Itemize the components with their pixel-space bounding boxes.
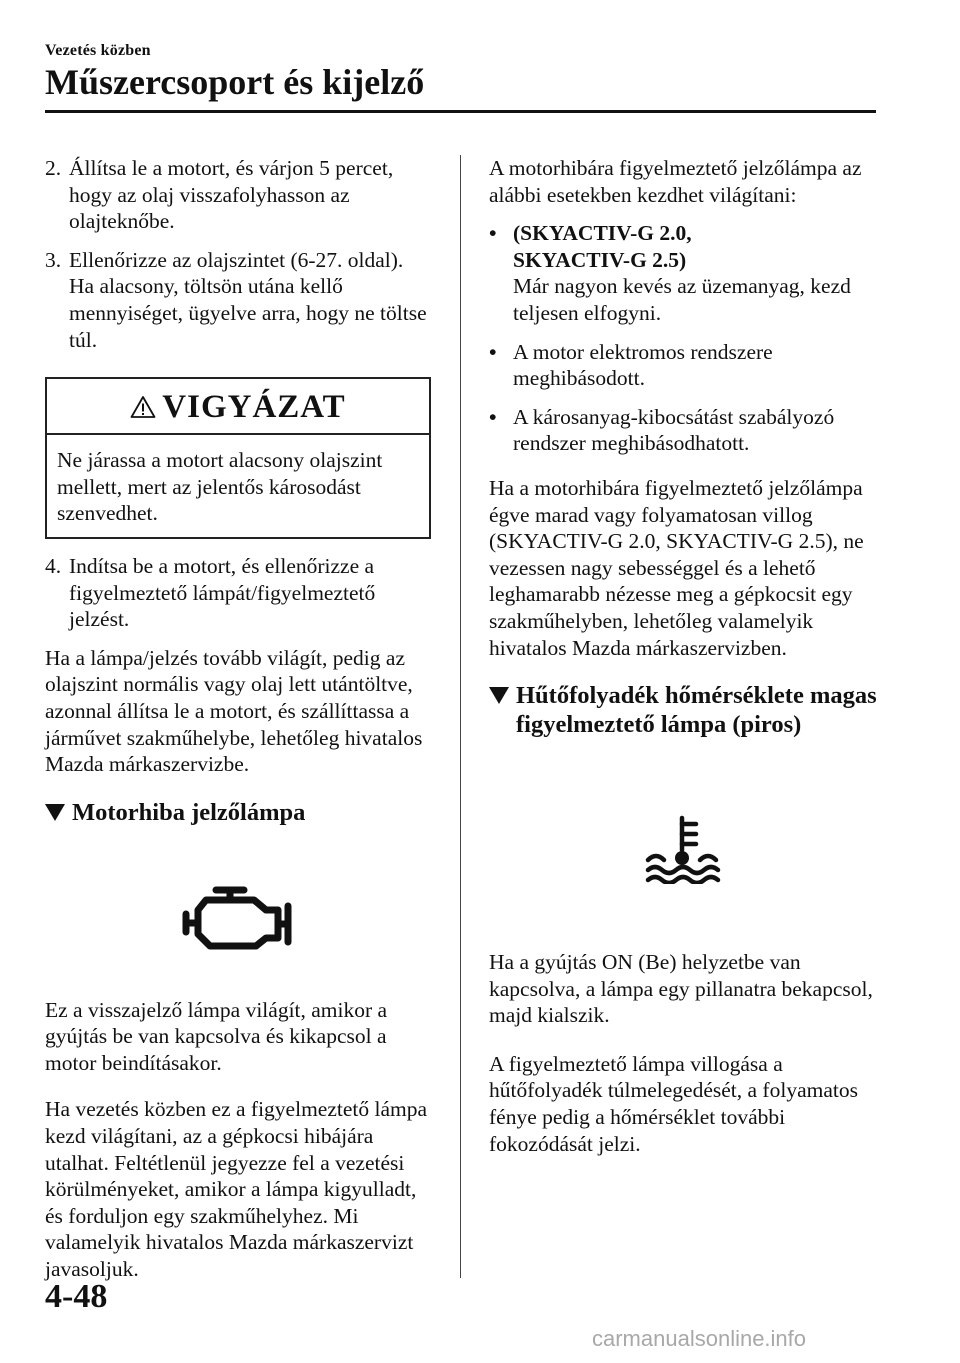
paragraph: Ez a visszajelző lámpa világít, amikor a gyújtás be van kapcsolva és kikapcsol a motor beindításakor.: [45, 997, 388, 1075]
paragraph: Ha a gyújtás ON (Be) helyzetbe van kapcsolva, a lámpa egy pillanatra bekapcsol, majd kialszik.: [489, 950, 873, 1028]
paragraph: Ha a motorhibára figyelmeztető jelzőlámpa égve marad vagy folyamatosan villog (SKYACTIV-G 2.0, SKYACTIV-G 2.5), ne vezessen nagy sebességgel és a lehető leghamarabb nézesse meg a gépkocsit egy szakműhelyben, lehetőleg valamelyik hivatalos Mazda márkaszervizben.: [489, 475, 864, 660]
paragraph: A motorhibára figyelmeztető jelzőlámpa az alábbi esetekben kezdhet világítani:: [489, 156, 862, 207]
step-4: [45, 553, 431, 633]
bold-label: (SKYACTIV-G 2.0,: [513, 221, 692, 246]
step-text: Ellenőrizze az olajszintet (6-27. oldal). Ha alacsony, töltsön utána kellő mennyiséget, ügyelve arra, hogy ne töltse túl.: [69, 247, 427, 352]
icon-container: [489, 749, 879, 949]
step-number: 4.: [45, 553, 62, 578]
check-engine-icon: [182, 884, 294, 950]
bold-label: SKYACTIV-G 2.5): [513, 247, 687, 272]
paragraph: Ha vezetés közben ez a figyelmeztető lámpa kezd világítani, az a gépkocsi hibájára utalhat. Feltétlenül jegyezze fel a vezetési körülményeket, amikor a lámpa kigyulladt, és forduljon egy szakműhelyhez. Mi valamelyik hivatalos Mazda márkaszervizt javasoljuk.: [45, 1097, 428, 1282]
subheading-text: Hűtőfolyadék hőmérséklete magas figyelmeztető lámpa (piros): [516, 682, 877, 739]
bullet: •: [489, 339, 497, 364]
section-label: Vezetés közben: [45, 42, 151, 59]
warning-triangle-icon: [130, 395, 156, 419]
step-number: 2.: [45, 156, 62, 180]
left-column: [45, 155, 431, 1295]
icon-container: [45, 837, 431, 997]
step-text: Állítsa le a motort, és várjon 5 percet, hogy az olaj visszafolyhasson az olajteknőbe.: [69, 156, 394, 234]
caution-text: Ne járassa a motort alacsony olajszint mellett, mert az jelentős károsodást szenvedhet.: [57, 448, 383, 526]
list-item: [489, 339, 879, 392]
page-number: 4-48: [45, 1278, 108, 1315]
right-column: [489, 155, 879, 1169]
list-item: [489, 220, 879, 326]
list-item: [489, 404, 879, 457]
watermark: carmanualsonline.info: [592, 1326, 807, 1351]
coolant-temperature-icon: [644, 814, 724, 884]
chapter-title: Műszercsoport és kijelző: [45, 62, 425, 102]
step-2: [45, 155, 431, 235]
list-item-text: Már nagyon kevés az üzemanyag, kezd teljesen elfogyni.: [513, 274, 851, 325]
subheading-text: Motorhiba jelzőlámpa: [72, 798, 306, 826]
caution-header: [47, 379, 429, 435]
subheading-coolant-warning: [489, 681, 879, 739]
caution-title: VIGYÁZAT: [162, 389, 346, 426]
step-3: [45, 247, 431, 353]
bullet: •: [489, 404, 497, 429]
triangle-down-icon: [489, 681, 516, 739]
subheading-engine-warning: [45, 798, 431, 827]
bullet: •: [489, 221, 497, 246]
paragraph: A figyelmeztető lámpa villogása a hűtőfolyadék túlmelegedését, a folyamatos fénye pedig a hőmérséklet további fokozódását jelzi.: [489, 1051, 858, 1156]
paragraph: Ha a lámpa/jelzés tovább világít, pedig az olajszint normális vagy olaj lett utántöltve, azonnal állítsa le a motort, és szállíttassa a járművet szakműhelybe, lehetőleg hivatalos Mazda márkaszervizbe.: [45, 645, 423, 777]
header-divider: [45, 110, 876, 113]
list-item-text: A károsanyag-kibocsátást szabályozó rendszer meghibásodhatott.: [513, 404, 835, 456]
step-text: Indítsa be a motort, és ellenőrizze a figyelmeztető lámpát/figyelmeztető jelzést.: [69, 553, 376, 632]
step-number: 3.: [45, 247, 62, 272]
bullet-list: [489, 220, 879, 457]
triangle-down-icon: [45, 798, 72, 827]
list-item-text: A motor elektromos rendszere meghibásodott.: [513, 339, 773, 391]
caution-box: [45, 377, 431, 539]
column-divider: [460, 155, 461, 1278]
